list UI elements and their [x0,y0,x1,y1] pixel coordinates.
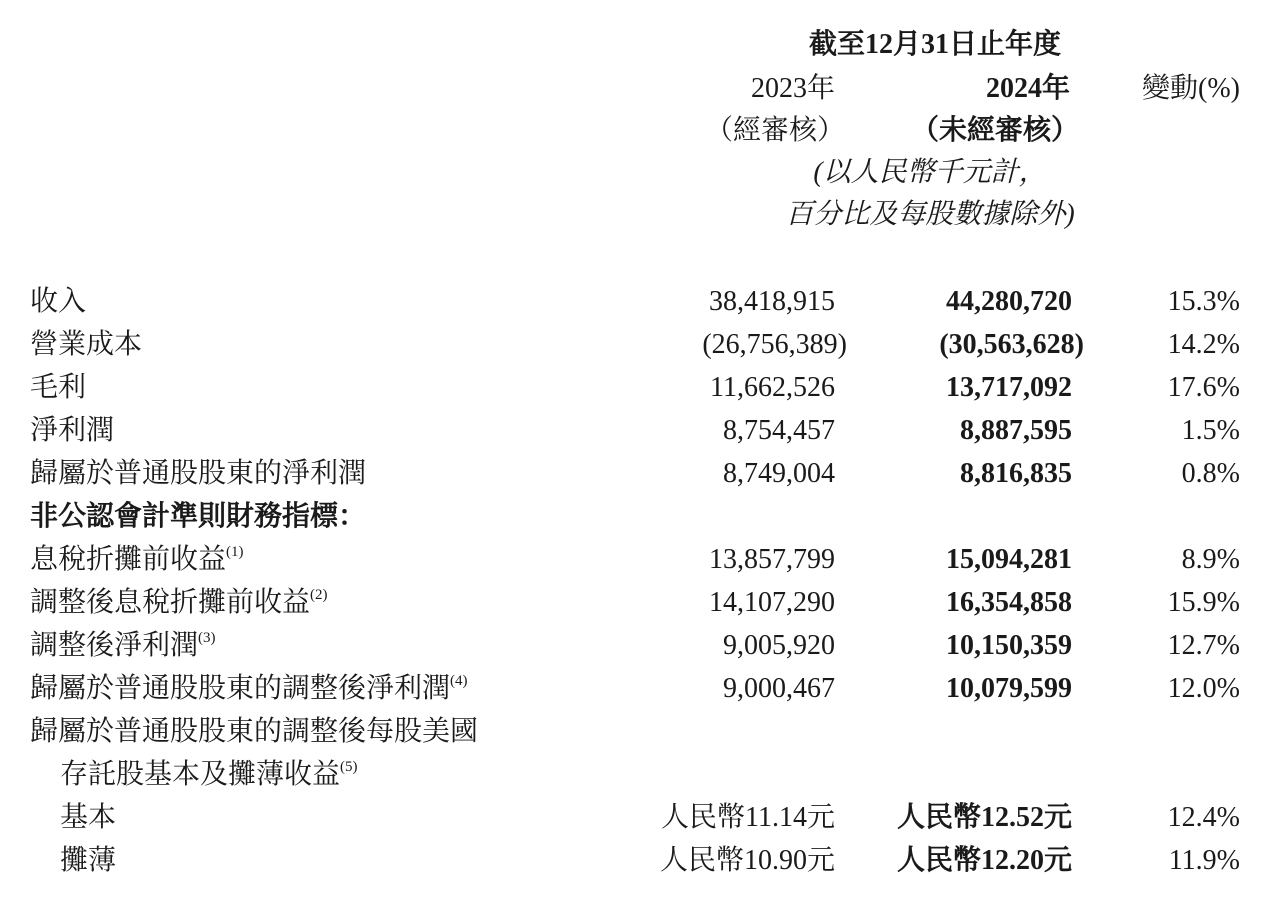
change-percent: 12.4% [1167,802,1240,833]
row-label: 收入 [30,286,87,317]
change-percent: 17.6% [1167,372,1240,403]
value-2023: (26,756,389) [702,329,847,360]
value-2023: 9,005,920 [723,630,835,661]
change-percent: 11.9% [1168,845,1240,876]
value-2023: 9,000,467 [723,673,835,704]
col-2023-audit-note: （經審核） [704,115,845,146]
row-label: 息稅折攤前收益$^{(1)}$ [30,544,244,575]
value-2024: 人民幣12.20元 [896,845,1072,876]
change-percent: 15.3% [1167,286,1240,317]
row-label: 歸屬於普通股股東的調整後淨利潤$^{(4)}$ [30,673,468,704]
change-percent: 0.8% [1181,458,1240,489]
value-2024: 44,280,720 [946,286,1072,317]
change-percent: 1.5% [1181,415,1240,446]
row-label: 存託股基本及攤薄收益$^{(5)}$ [60,759,358,790]
row-label: 調整後淨利潤$^{(3)}$ [30,630,216,661]
value-2024: 人民幣12.52元 [896,802,1072,833]
row-label: 營業成本 [30,329,143,360]
footnote-marker: (5) [340,759,358,775]
col-2024-year: 2024年 [985,73,1070,104]
change-percent: 12.7% [1167,630,1240,661]
row-label: 調整後息稅折攤前收益$^{(2)}$ [30,587,328,618]
value-2023: 14,107,290 [709,587,835,618]
value-2023: 人民幣10.90元 [659,845,835,876]
row-label: 攤薄 [60,845,117,876]
col-2023-year: 2023年 [750,73,835,104]
row-label: 淨利潤 [30,415,115,446]
change-percent: 14.2% [1167,329,1240,360]
col-change-header: 變動(%) [1142,73,1240,104]
value-2024: 10,079,599 [946,673,1072,704]
row-label: 毛利 [30,372,87,403]
value-2023: 8,749,004 [723,458,835,489]
value-2024: 8,816,835 [960,458,1072,489]
change-percent: 12.0% [1167,673,1240,704]
value-2024: 13,717,092 [946,372,1072,403]
change-percent: 8.9% [1181,544,1240,575]
value-2024: (30,563,628) [939,329,1084,360]
unit-note-line2: 百分比及每股數據除外) [785,199,1075,230]
unit-note-line1: (以人民幣千元計， [813,157,1047,188]
footnote-marker: (1) [226,544,244,560]
footnote-marker: (2) [310,587,328,603]
row-label: 基本 [60,802,117,833]
period-header: 截至12月31日止年度 [808,29,1061,60]
footnote-marker: (3) [198,630,216,646]
value-2024: 10,150,359 [946,630,1072,661]
value-2023: 13,857,799 [709,544,835,575]
value-2023: 8,754,457 [723,415,835,446]
value-2023: 人民幣11.14元 [661,802,835,833]
value-2024: 15,094,281 [946,544,1072,575]
row-label: 歸屬於普通股股東的淨利潤 [30,458,367,489]
footnote-marker: (4) [450,673,468,689]
change-percent: 15.9% [1167,587,1240,618]
section-header-non-gaap: 非公認會計準則財務指標： [30,501,367,532]
col-2024-audit-note: （未經審核） [910,115,1079,146]
value-2024: 8,887,595 [960,415,1072,446]
row-label: 歸屬於普通股股東的調整後每股美國 [30,716,479,747]
value-2024: 16,354,858 [946,587,1072,618]
value-2023: 11,662,526 [710,372,835,403]
value-2023: 38,418,915 [709,286,835,317]
